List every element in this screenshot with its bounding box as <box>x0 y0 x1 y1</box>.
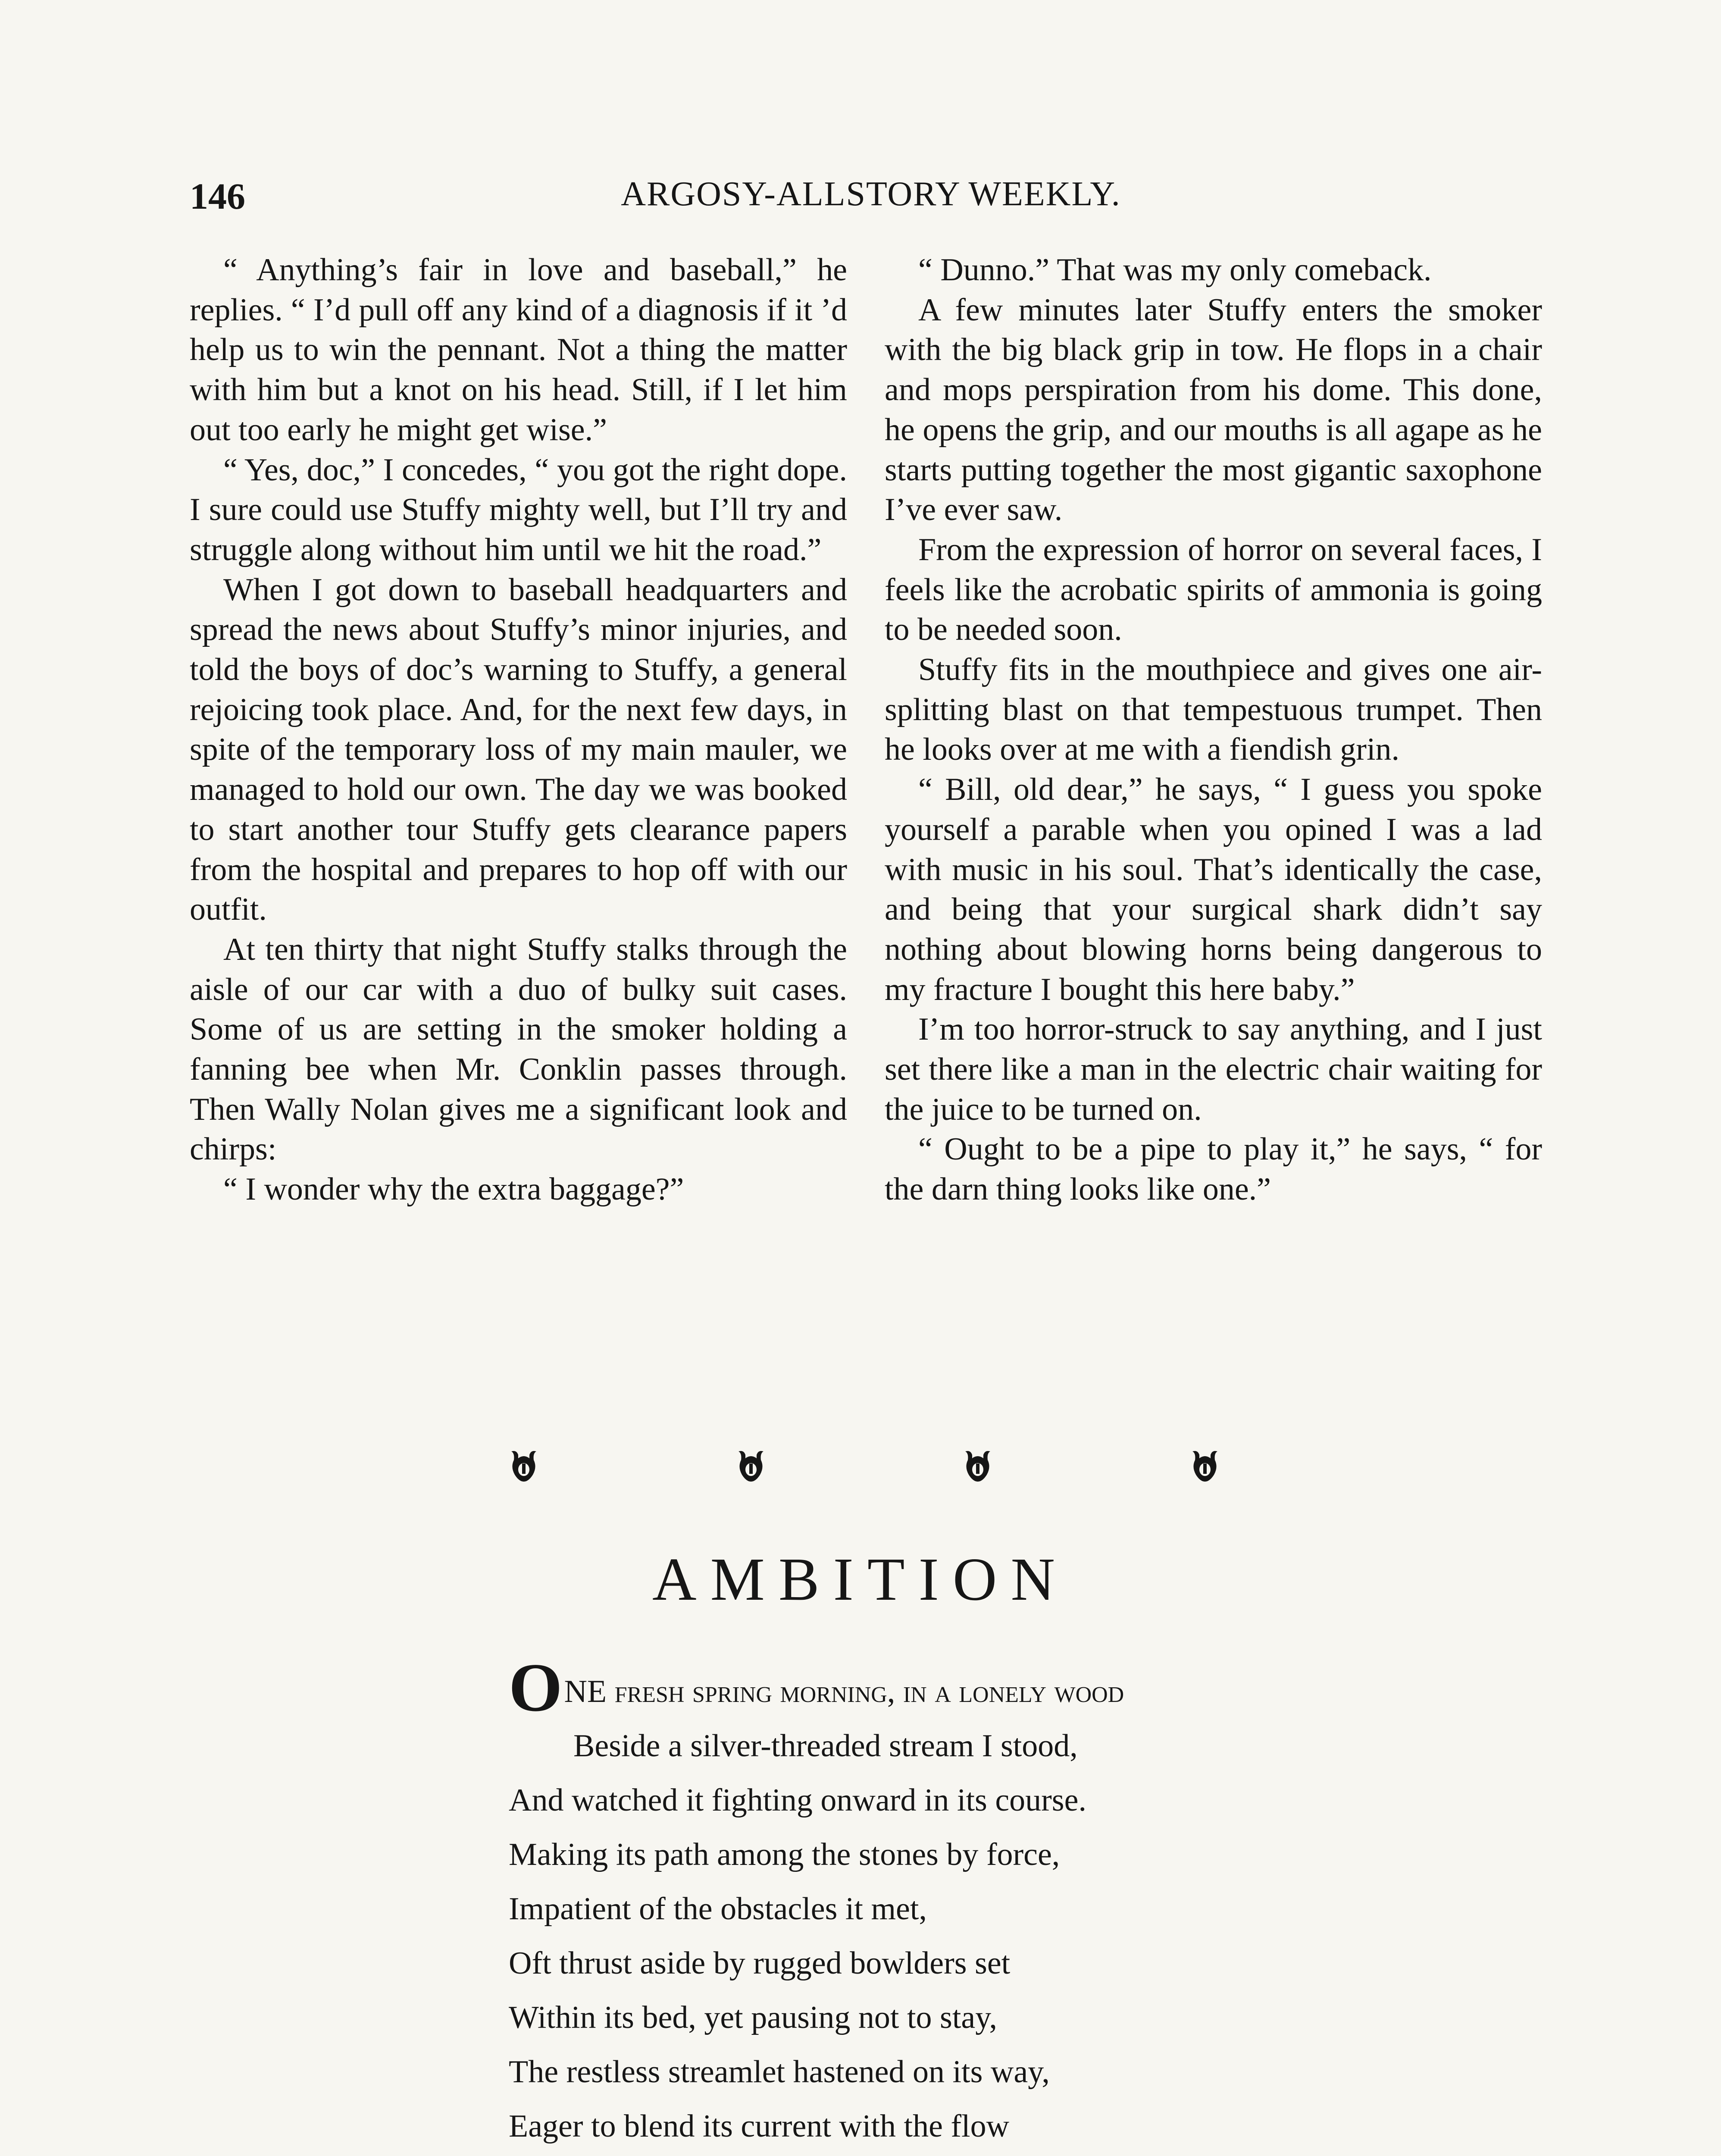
fleuron-icon <box>736 1449 766 1482</box>
page-number: 146 <box>190 175 245 217</box>
fleuron-icon <box>509 1449 539 1482</box>
paragraph: At ten thirty that night Stuffy stalks through the aisle of our car with a duo of bulky suit cases. Some of us are setting in the smoker holding a fanning bee when Mr. Conklin passes through. Then Wally Nolan gives me a significant look and chirps: <box>190 931 847 1167</box>
page-header <box>190 175 1552 222</box>
poem-line: Beside a silver-threaded stream I stood, <box>573 1728 1078 1764</box>
poem-line: Eager to blend its current with the flow <box>509 2109 1010 2144</box>
running-head: ARGOSY-ALLSTORY WEEKLY. <box>621 175 1121 213</box>
paragraph: “ Bill, old dear,” he says, “ I guess you spoke yourself a parable when you opined I was a lad with music in his soul. That’s identically the case, and being that your surgical shark didn’t say nothing about blowing horns being dangerous to my fracture I bought this here baby.” <box>885 772 1542 1007</box>
poem-line: Within its bed, yet pausing not to stay, <box>509 2000 997 2035</box>
paragraph: From the expression of horror on several faces, I feels like the acrobatic spirits of ammonia is going to be needed soon. <box>885 532 1542 648</box>
paragraph: Stuffy fits in the mouthpiece and gives one air-splitting blast on that tempestuous trumpet. Then he looks over at me with a fiendish grin. <box>885 652 1542 768</box>
paragraph: “ Anything’s fair in love and baseball,” he replies. “ I’d pull off any kind of a diagnosis if it ’d help us to win the pennant. Not a thing the matter with him but a knot on his head. Still, if I let him out too early he might get wise.” <box>190 252 847 448</box>
poem-line <box>509 2153 1285 2156</box>
poem-line: The restless streamlet hastened on its way, <box>509 2054 1050 2090</box>
poem-title: AMBITION <box>652 1545 1069 1613</box>
drop-cap: O <box>509 1649 563 1726</box>
paragraph: When I got down to baseball headquarters and spread the news about Stuffy’s minor injuries, and told the boys of doc’s warning to Stuffy, a general rejoicing took place. And, for the next few days, in spite of the temporary loss of my main mauler, we managed to hold our own. The day we was booked to start another tour Stuffy gets clearance papers from the hospital and prepares to hop off with our outfit. <box>190 572 847 928</box>
left-column <box>190 250 847 1210</box>
poem-line <box>509 1649 1285 1726</box>
paragraph: “ Yes, doc,” I concedes, “ you got the right dope. I sure could use Stuffy mighty well, but I’ll try and struggle along without him until we hit the road.” <box>190 452 847 567</box>
poem-line: Oft thrust aside by rugged bowlders set <box>509 1946 1011 1981</box>
fleuron-icon <box>963 1449 993 1482</box>
right-column <box>885 250 1542 1210</box>
paragraph: “ Ought to be a pipe to play it,” he says, “ for the darn thing looks like one.” <box>885 1131 1542 1207</box>
paragraph: I’m too horror-struck to say anything, and I just set there like a man in the electric chair waiting for the juice to be turned on. <box>885 1012 1542 1127</box>
section-divider <box>509 1449 1220 1501</box>
paragraph: “ I wonder why the extra baggage?” <box>223 1172 684 1207</box>
poem-first-line: NE fresh spring morning, in a lonely wood <box>564 1674 1124 1709</box>
poem-line: And watched it fighting onward in its course. <box>509 1783 1086 1818</box>
poem-line: Impatient of the obstacles it met, <box>509 1891 927 1927</box>
poem-line: Making its path among the stones by force, <box>509 1837 1060 1872</box>
paragraph: A few minutes later Stuffy enters the smoker with the big black grip in tow. He flops in a chair and mops perspiration from his dome. This done, he opens the grip, and our mouths is all agape as he starts putting together the most gigantic saxophone I’ve ever saw. <box>885 292 1542 528</box>
poem <box>509 1649 1285 2156</box>
fleuron-icon <box>1190 1449 1220 1482</box>
paragraph: “ Dunno.” That was my only comeback. <box>918 252 1432 288</box>
